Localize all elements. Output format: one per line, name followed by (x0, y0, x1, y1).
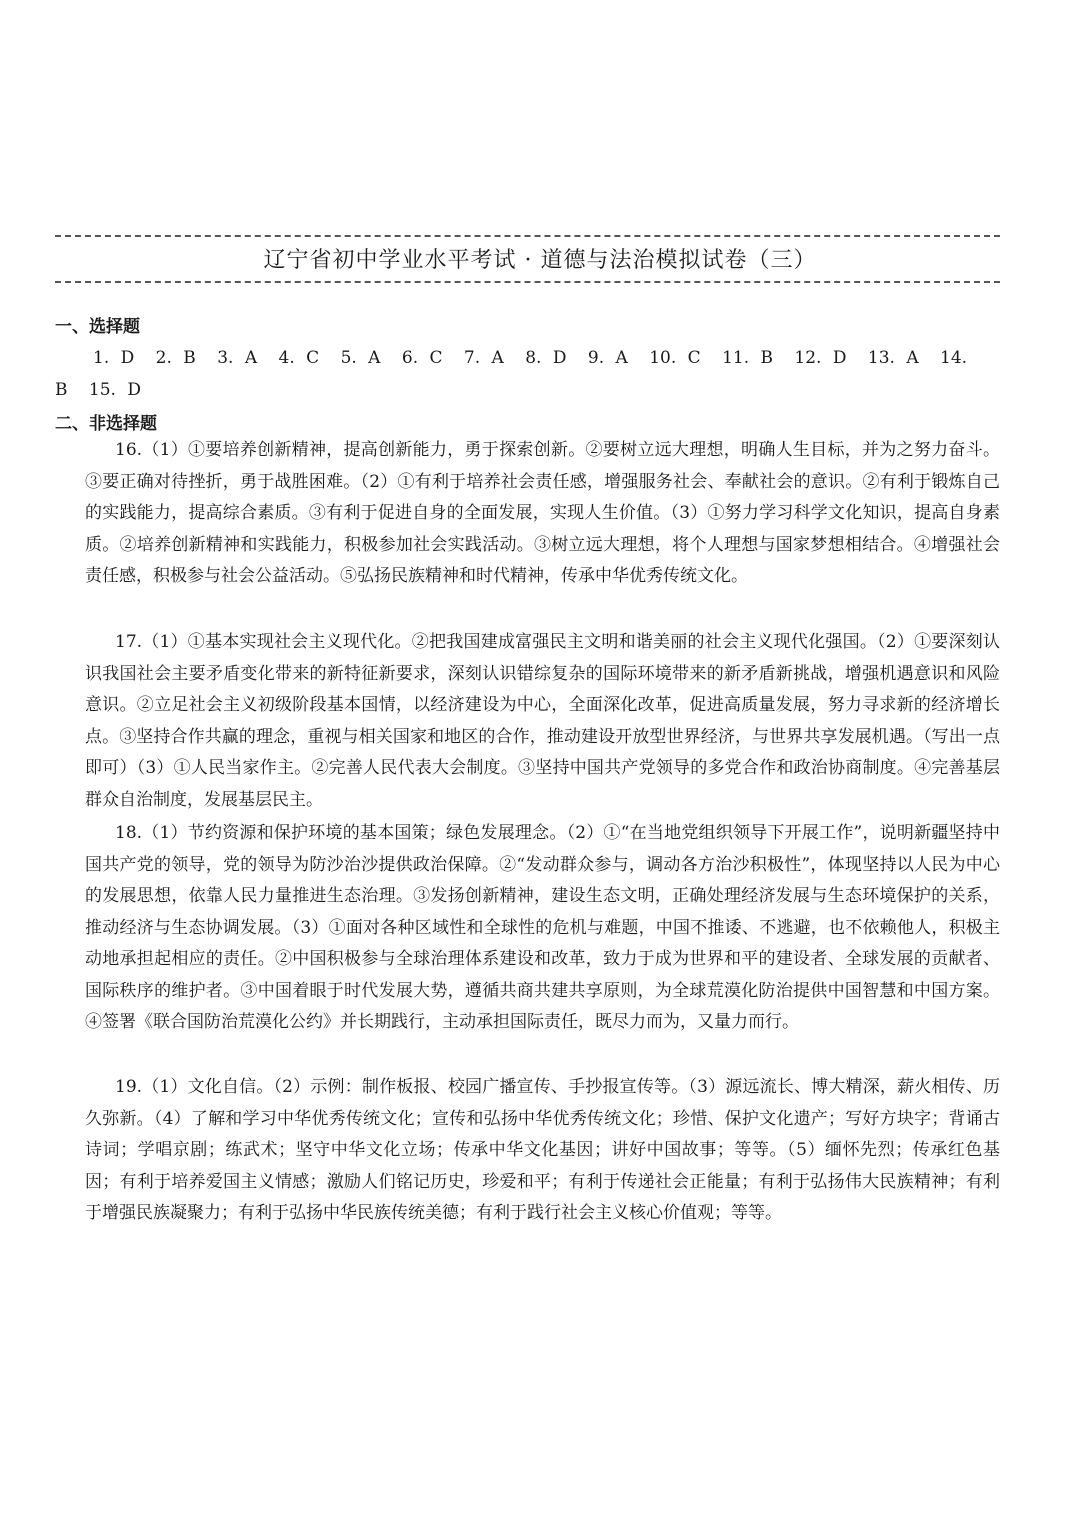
answer-item: 11. B (722, 348, 774, 368)
answer-item: 9. A (587, 348, 628, 368)
document-title: 辽宁省初中学业水平考试 · 道德与法治模拟试卷（三） (263, 248, 817, 273)
answer-item: 6. C (401, 348, 443, 368)
answer-paragraph: 19.（1）文化自信。（2）示例：制作板报、校园广播宣传、手抄报宣传等。（3）源远流长、博大精深，薪火相传、历久弥新。（4）了解和学习中华优秀传统文化；宣传和弘扬中华优秀传统文化；珍惜、保护文化遗产；写好方块字；背诵古诗词；学唱京剧；练武术；坚守中华文化立场；传承中华文化基因；讲好中国故事；等等。（5）缅怀先烈；传承红色基因；有利于培养爱国主义情感；激励人们铭记历史，珍爱和平；有利于传递社会正能量；有利于弘扬伟大民族精神；有利于增强民族凝聚力；有利于弘扬中华民族传统美德；有利于践行社会主义核心价值观；等等。 (85, 1077, 1000, 1223)
answer-item: 7. A (463, 348, 504, 368)
answer-item: 10. C (649, 348, 701, 368)
choice-answers (55, 342, 1000, 406)
header-rule-bottom (55, 281, 1000, 283)
answer-paragraph: 16.（1）①要培养创新精神，提高创新能力，勇于探索创新。②要树立远大理想，明确人生目标，并为之努力奋斗。③要正确对待挫折，勇于战胜困难。（2）①有利于培养社会责任感，增强服务社会、奉献社会的意识。②有利于锻炼自己的实践能力，提高综合素质。③有利于促进自身的全面发展，实现人生价值。（3）①努力学习科学文化知识，提高自身素质。②培养创新精神和实践能力，积极参加社会实践活动。③树立远大理想，将个人理想与国家梦想相结合。④增强社会责任感，积极参与社会公益活动。⑤弘扬民族精神和时代精神，传承中华优秀传统文化。 (85, 440, 1000, 586)
answer-item: 13. A (867, 348, 919, 368)
answer-item: 8. D (525, 348, 567, 368)
answer-item: 3. A (217, 348, 258, 368)
answer-question-18 (85, 818, 1000, 1039)
answer-question-16 (85, 435, 1000, 593)
answer-paragraph: 18.（1）节约资源和保护环境的基本国策；绿色发展理念。（2）①“在当地党组织领导下开展工作”，说明新疆坚持中国共产党的领导，党的领导为防沙治沙提供政治保障。②“发动群众参与，调动各方治沙积极性”，体现坚持以人民为中心的发展思想，依靠人民力量推进生态治理。③发扬创新精神，建设生态文明，正确处理经济发展与生态环境保护的关系，推动经济与生态协调发展。（3）①面对各种区域性和全球性的危机与难题，中国不推诿、不逃避，也不依赖他人，积极主动地承担起相应的责任。②中国积极参与全球治理体系建设和改革，致力于成为世界和平的建设者、全球发展的贡献者、国际秩序的维护者。③中国着眼于时代发展大势，遵循共商共建共享原则，为全球荒漠化防治提供中国智慧和中国方案。④签署《联合国防治荒漠化公约》并长期践行，主动承担国际责任，既尽力而为，又量力而行。 (85, 823, 1000, 1032)
answer-item: 4. C (278, 348, 320, 368)
answer-question-19 (85, 1072, 1000, 1230)
answer-item: 14. B (55, 348, 968, 400)
answer-item: 1. D (93, 348, 135, 368)
section-heading-choice: 一、选择题 (55, 317, 140, 337)
header-rule-top (55, 235, 1000, 237)
answer-item: 12. D (794, 348, 847, 368)
answer-question-17 (85, 627, 1000, 816)
answer-item: 5. A (340, 348, 381, 368)
answer-item: 15. D (88, 380, 141, 400)
section-heading-nonchoice: 二、非选择题 (55, 414, 157, 434)
answer-item: 2. B (155, 348, 196, 368)
answer-paragraph: 17.（1）①基本实现社会主义现代化。②把我国建成富强民主文明和谐美丽的社会主义现代化强国。（2）①要深刻认识我国社会主要矛盾变化带来的新特征新要求，深刻认识错综复杂的国际环境带来的新矛盾新挑战，增强机遇意识和风险意识。②立足社会主义初级阶段基本国情，以经济建设为中心，全面深化改革，促进高质量发展，努力寻求新的经济增长点。③坚持合作共赢的理念，重视与相关国家和地区的合作，推动建设开放型世界经济，与世界共享发展机遇。（写出一点即可）（3）①人民当家作主。②完善人民代表大会制度。③坚持中国共产党领导的多党合作和政治协商制度。④完善基层群众自治制度，发展基层民主。 (85, 632, 1000, 810)
